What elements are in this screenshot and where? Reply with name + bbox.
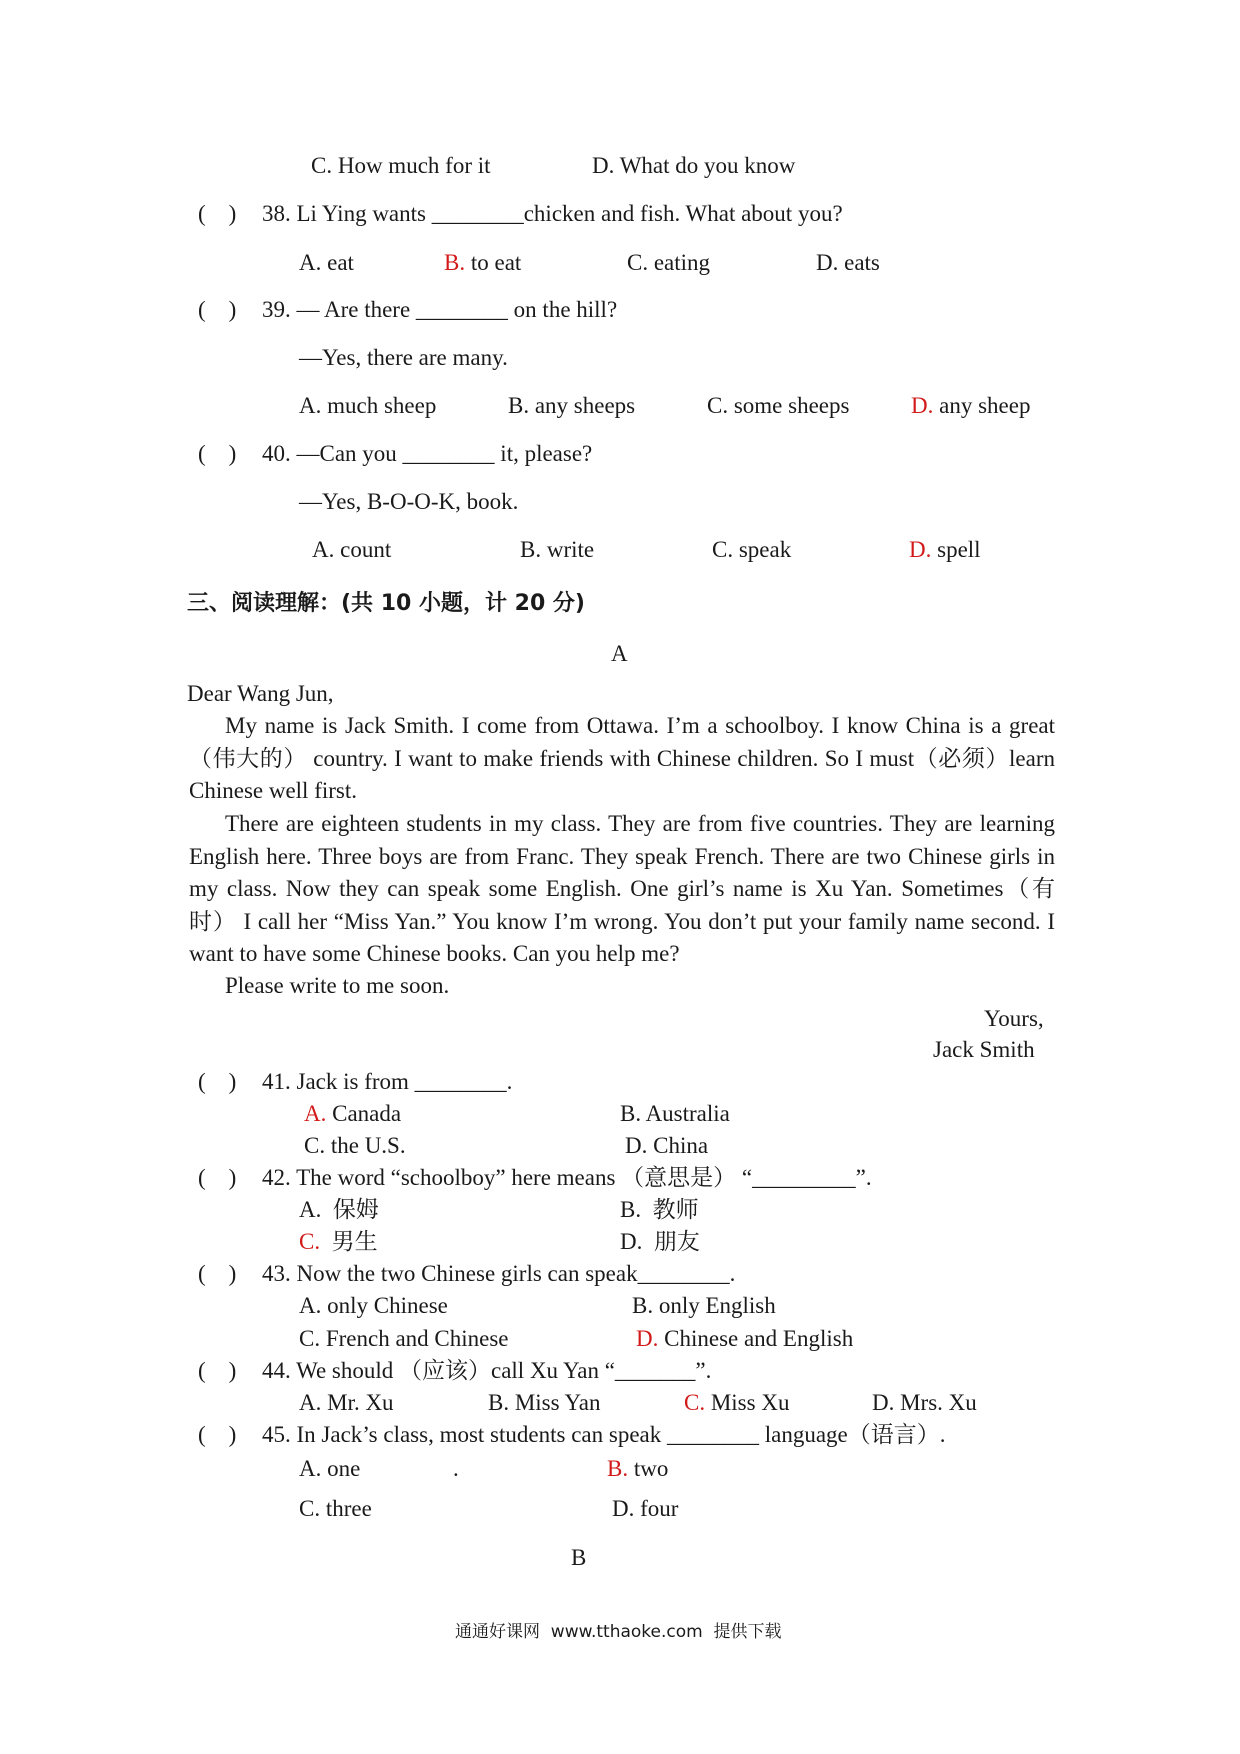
q44-option-b: B. Miss Yan xyxy=(488,1390,601,1415)
q45-option-d: D. four xyxy=(612,1496,679,1521)
letter-signature: Jack Smith xyxy=(933,1037,1035,1062)
q41-answer-paren: ( ) xyxy=(198,1069,237,1094)
q38-option-d: D. eats xyxy=(816,250,880,275)
q39-option-d xyxy=(911,392,1030,420)
q40-option-c: C. speak xyxy=(712,537,792,562)
q44-option-c xyxy=(684,1389,789,1417)
q42-option-b: B. 教师 xyxy=(620,1197,699,1222)
q42-option-d: D. 朋友 xyxy=(620,1229,700,1254)
q44-option-a: A. Mr. Xu xyxy=(299,1390,394,1415)
q44-stem: 44. We should （应该）call Xu Yan “_______”. xyxy=(262,1358,712,1383)
q41-option-a-text: Canada xyxy=(326,1101,402,1126)
q45-option-b xyxy=(607,1455,668,1483)
q43-stem: 43. Now the two Chinese girls can speak________. xyxy=(262,1261,736,1286)
q37-option-c: C. How much for it xyxy=(311,153,491,178)
q41-option-a-letter: A. xyxy=(304,1101,327,1126)
q38-stem: 38. Li Ying wants ________chicken and fish. What about you? xyxy=(262,201,843,226)
q43-option-b: B. only English xyxy=(632,1293,776,1318)
q40-option-b: B. write xyxy=(520,537,595,562)
q39-option-d-text: any sheep xyxy=(933,393,1031,418)
section-heading: 三、阅读理解：(共 10 小题，计 20 分) xyxy=(187,591,585,616)
q44-option-c-text: Miss Xu xyxy=(705,1390,790,1415)
letter-salutation: Dear Wang Jun, xyxy=(187,681,334,706)
passage-b-label: B xyxy=(571,1545,587,1570)
q43-option-c: C. French and Chinese xyxy=(299,1326,509,1351)
q45-stray-dot: . xyxy=(453,1456,459,1481)
q39-answer-paren: ( ) xyxy=(198,297,237,322)
q42-option-c xyxy=(299,1228,378,1256)
q41-option-b: B. Australia xyxy=(620,1101,730,1126)
q41-option-a xyxy=(304,1100,401,1128)
q39-option-c: C. some sheeps xyxy=(707,393,850,418)
q38-option-b-letter: B. xyxy=(444,250,466,275)
q45-stem: 45. In Jack’s class, most students can speak ________ language（语言）. xyxy=(262,1422,946,1447)
q43-option-d xyxy=(636,1325,853,1353)
q38-option-a: A. eat xyxy=(299,250,354,275)
q44-option-d: D. Mrs. Xu xyxy=(872,1390,977,1415)
letter-paragraph-2: There are eighteen students in my class. They are from five countries. They are learning English here. Three boys are from Franc. They speak French. There are two Chinese girls in my class. Now they can speak some English. One girl’s name is Xu Yan. Sometimes（有时） I call her “Miss Yan.” You know I’m wrong. You don’t put your family name second. I want to have some Chinese books. Can you help me? xyxy=(189,811,1055,966)
q43-option-d-text: Chinese and English xyxy=(658,1326,854,1351)
passage-a-label: A xyxy=(611,641,628,666)
q45-answer-paren: ( ) xyxy=(198,1422,237,1447)
q38-option-b xyxy=(444,249,521,277)
q40-option-d-text: spell xyxy=(931,537,981,562)
q39-stem: 39. — Are there ________ on the hill? xyxy=(262,297,618,322)
q45-option-c: C. three xyxy=(299,1496,372,1521)
q39-reply: —Yes, there are many. xyxy=(299,345,508,370)
page-footer: 通通好课网 www.tthaoke.com 提供下载 xyxy=(455,1622,782,1642)
q40-option-d-letter: D. xyxy=(909,537,932,562)
q38-answer-paren: ( ) xyxy=(198,201,237,226)
q43-answer-paren: ( ) xyxy=(198,1261,237,1286)
q41-stem: 41. Jack is from ________. xyxy=(262,1069,513,1094)
letter-paragraph-1: My name is Jack Smith. I come from Ottawa. I’m a schoolboy. I know China is a great（伟大的） country. I want to make friends with Chinese children. So I must（必须）learn Chinese well first. xyxy=(189,713,1055,803)
q41-option-d: D. China xyxy=(625,1133,709,1158)
q45-option-a: A. one xyxy=(299,1456,361,1481)
q40-option-d xyxy=(909,536,981,564)
q44-answer-paren: ( ) xyxy=(198,1358,237,1383)
q42-stem: 42. The word “schoolboy” here means （意思是） “_________”. xyxy=(262,1165,872,1190)
q37-option-d: D. What do you know xyxy=(592,153,796,178)
q45-option-b-letter: B. xyxy=(607,1456,629,1481)
q40-stem: 40. —Can you ________ it, please? xyxy=(262,441,593,466)
q45-option-b-text: two xyxy=(628,1456,669,1481)
q43-option-a: A. only Chinese xyxy=(299,1293,448,1318)
q40-answer-paren: ( ) xyxy=(198,441,237,466)
q41-option-c: C. the U.S. xyxy=(304,1133,406,1158)
q44-option-c-letter: C. xyxy=(684,1390,706,1415)
letter-paragraph-3: Please write to me soon. xyxy=(225,973,450,998)
q40-reply: —Yes, B-O-O-K, book. xyxy=(299,489,519,514)
q38-option-b-text: to eat xyxy=(465,250,522,275)
q42-option-c-letter: C. xyxy=(299,1229,321,1254)
q39-option-b: B. any sheeps xyxy=(508,393,636,418)
q39-option-d-letter: D. xyxy=(911,393,934,418)
q42-option-c-text: 男生 xyxy=(320,1229,378,1254)
q42-option-a: A. 保姆 xyxy=(299,1197,379,1222)
q40-option-a: A. count xyxy=(312,537,392,562)
q42-answer-paren: ( ) xyxy=(198,1165,237,1190)
q39-option-a: A. much sheep xyxy=(299,393,437,418)
q38-option-c: C. eating xyxy=(627,250,711,275)
letter-closing: Yours, xyxy=(984,1006,1044,1031)
q43-option-d-letter: D. xyxy=(636,1326,659,1351)
